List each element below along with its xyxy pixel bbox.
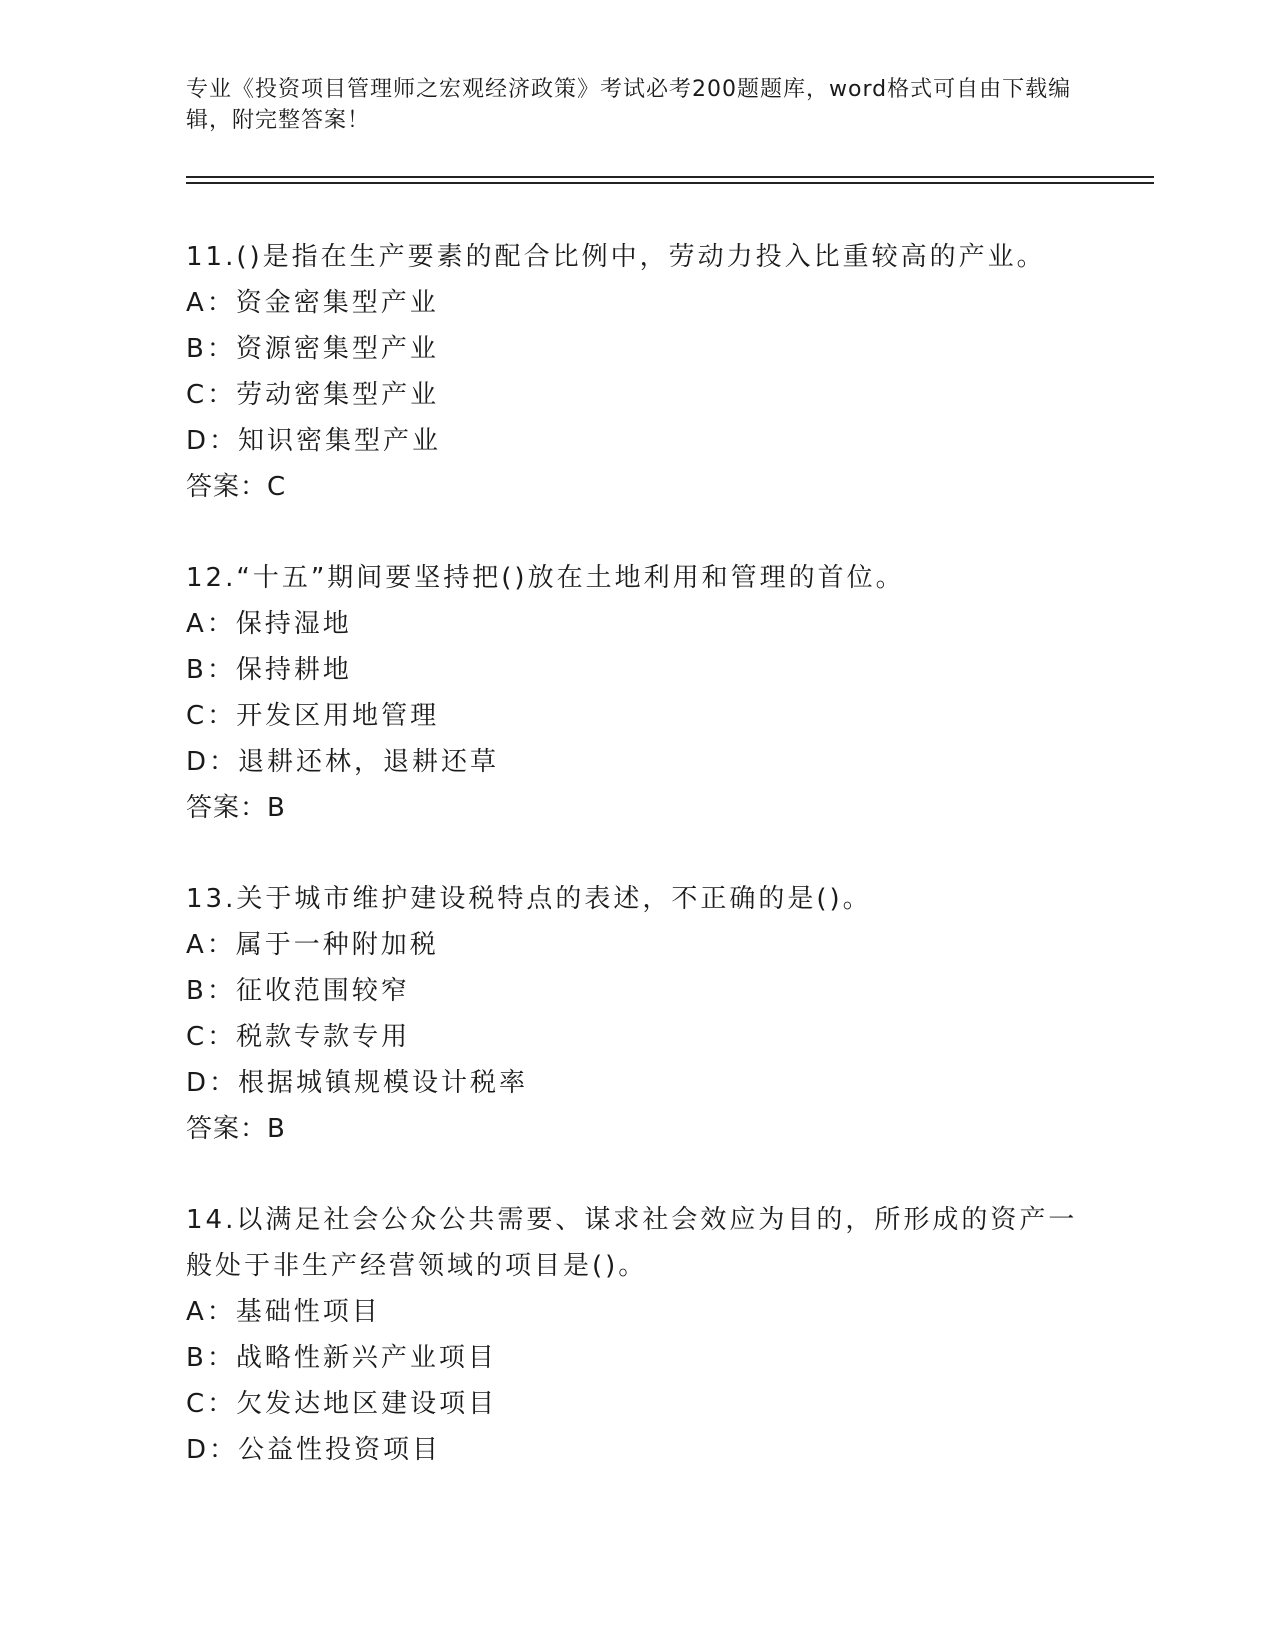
question-12 xyxy=(186,555,1086,831)
header-divider-bottom xyxy=(186,182,1154,184)
option-a: A：属于一种附加税 xyxy=(186,930,439,960)
answer: 答案：B xyxy=(186,1114,286,1144)
option-d: D：公益性投资项目 xyxy=(186,1435,442,1465)
option-c: C：税款专款专用 xyxy=(186,1022,411,1052)
option-a: A：基础性项目 xyxy=(186,1297,381,1327)
header-divider-top xyxy=(186,176,1154,178)
question-stem: 13.关于城市维护建设税特点的表述，不正确的是()。 xyxy=(186,884,872,914)
question-stem: 11.()是指在生产要素的配合比例中，劳动力投入比重较高的产业。 xyxy=(186,242,1046,272)
document-header: 专业《投资项目管理师之宏观经济政策》考试必考200题题库，word格式可自由下载编辑，附完整答案！ xyxy=(186,77,1072,133)
option-c: C：劳动密集型产业 xyxy=(186,380,440,410)
option-c: C：欠发达地区建设项目 xyxy=(186,1389,498,1419)
question-11 xyxy=(186,234,1086,510)
option-d: D：根据城镇规模设计税率 xyxy=(186,1068,529,1098)
option-b: B：战略性新兴产业项目 xyxy=(186,1343,497,1373)
question-stem: 12.“十五”期间要坚持把()放在土地利用和管理的首位。 xyxy=(186,563,905,593)
option-b: B：征收范围较窄 xyxy=(186,976,410,1006)
answer: 答案：C xyxy=(186,472,287,502)
question-stem: 14.以满足社会公众公共需要、谋求社会效应为目的，所形成的资产一般处于非生产经营领域的项目是()。 xyxy=(186,1205,1078,1281)
answer: 答案：B xyxy=(186,793,286,823)
option-a: A：保持湿地 xyxy=(186,609,352,639)
option-c: C：开发区用地管理 xyxy=(186,701,440,731)
option-b: B：资源密集型产业 xyxy=(186,334,439,364)
question-14 xyxy=(186,1197,1086,1473)
question-13 xyxy=(186,876,1086,1152)
option-d: D：知识密集型产业 xyxy=(186,426,442,456)
option-d: D：退耕还林，退耕还草 xyxy=(186,747,500,777)
option-b: B：保持耕地 xyxy=(186,655,352,685)
option-a: A：资金密集型产业 xyxy=(186,288,439,318)
